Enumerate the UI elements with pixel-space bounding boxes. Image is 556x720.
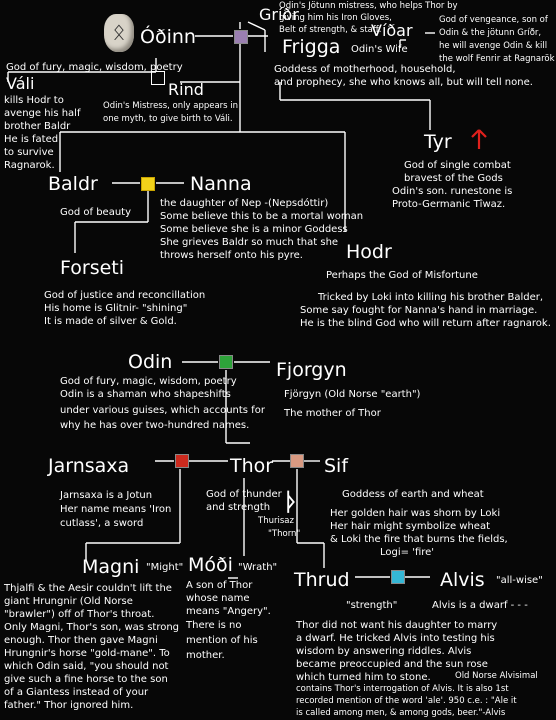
alvis-extra-2: contains Thor's interrogation of Alvis. It is also 1st: [296, 684, 509, 694]
forseti-desc-1: God of justice and reconcillation: [44, 290, 206, 301]
tyr-rune-arrow-icon: [470, 128, 488, 150]
jarnsaxa-desc-3: cutlass', a sword: [60, 518, 144, 529]
modi-desc-1: A son of Thor: [186, 580, 253, 591]
forseti-name: Forseti: [60, 257, 125, 279]
hodr-desc-4: He is the blind God who will return after ragnarok.: [300, 318, 551, 329]
nanna-desc-1: the daughter of Nep -(Nepsdóttir): [160, 198, 329, 209]
thrud-desc-2: a dwarf. He tricked Alvis into testing his: [296, 633, 495, 644]
odinn-desc: God of fury, magic, wisdom, poetry: [6, 62, 183, 73]
tyr-desc-2: bravest of the Gods: [404, 173, 503, 184]
magni-desc-4: Only Magni, Thor's son, was strong: [4, 622, 180, 633]
alvis-extra-3: recorded mention of the word 'ale'. 950 c.e. : "Ale it: [296, 696, 517, 706]
thor-desc-1: God of thunder: [206, 489, 282, 500]
vali-name: Váli: [6, 74, 35, 93]
hodr-desc-1: Perhaps the God of Misfortune: [326, 270, 478, 281]
frigga-title: Odin's Wife: [351, 44, 408, 55]
odin-name: Odin: [128, 351, 173, 373]
vali-desc-4: He is fated: [4, 134, 59, 145]
alvis-meaning: "all-wise": [496, 575, 543, 586]
thor-sif-union-box: [290, 454, 304, 468]
rind-name: Rind: [168, 80, 204, 99]
rune-stone-icon: ᛟ: [104, 14, 134, 52]
magni-desc-10: father." Thor ignored him.: [4, 700, 134, 711]
nanna-desc-3: Some believe she is a minor Goddess: [160, 224, 348, 235]
frigga-name: Frigga: [282, 36, 341, 58]
jarnsaxa-desc-1: Jarnsaxa is a Jotun: [60, 490, 153, 501]
forseti-desc-2: His home is Glitnir- "shining": [44, 303, 188, 314]
magni-desc-7: which Odin said, "you should not: [4, 661, 169, 672]
hodr-desc-3: Some say fought for Nanna's hand in marriage.: [300, 305, 538, 316]
vali-desc-1: kills Hodr to: [4, 95, 64, 106]
forseti-desc-3: It is made of silver & Gold.: [44, 316, 177, 327]
tyr-name: Tyr: [424, 131, 452, 153]
vidar-desc-4: the wolf Fenrir at Ragnarök: [439, 54, 555, 64]
rind-desc-2: one myth, to give birth to Váli.: [103, 114, 233, 124]
baldr-name: Baldr: [48, 173, 98, 195]
odin-desc-4: why he has over two-hundred names.: [60, 420, 250, 431]
thor-desc-2: and strength: [206, 502, 271, 513]
thrud-desc-1: Thor did not want his daughter to marry: [296, 620, 498, 631]
magni-desc-6: Hrungnir's horse "gold-mane". To: [4, 648, 170, 659]
vidar-desc-3: he will avenge Odin & kill: [439, 41, 548, 51]
sif-desc-2: Her golden hair was shorn by Loki: [330, 508, 501, 519]
magni-desc-3: "brawler") off of Thor's throat.: [4, 609, 155, 620]
thrud-alvis-union-box: [391, 570, 405, 584]
modi-desc-3: means "Angery".: [186, 606, 271, 617]
baldr-nanna-union-box: [141, 177, 155, 191]
odinn-name: Óðinn: [140, 26, 196, 48]
thor-name: Thor: [230, 455, 274, 477]
jarnsaxa-desc-2: Her name means 'Iron: [60, 504, 172, 515]
grior-name: Gríðr: [259, 5, 299, 24]
alvis-name: Alvis: [440, 569, 485, 591]
vidar-desc-1: God of vengeance, son of: [439, 15, 548, 25]
grior-desc-3: Belt of strength, & staff.: [279, 25, 382, 35]
odin-rind-union-box: [151, 71, 165, 85]
hodr-name: Hodr: [346, 241, 392, 263]
nanna-desc-4: She grieves Baldr so much that she: [160, 237, 339, 248]
sif-desc-3: Her hair might symbolize wheat: [330, 521, 490, 532]
thorisaz-rune-icon: ᚦ: [284, 488, 299, 516]
modi-name: Móði: [188, 554, 233, 576]
vali-desc-5: to survive: [4, 147, 54, 158]
fjorgyn-desc-2: The mother of Thor: [284, 408, 381, 419]
frigga-desc-1: Goddess of motherhood, household,: [274, 64, 456, 75]
modi-meaning: "Wrath": [238, 562, 278, 573]
sif-desc-5: Logi= 'fire': [380, 547, 435, 558]
jarnsaxa-thor-union-box: [175, 454, 189, 468]
magni-desc-9: of a Giantess instead of your: [4, 687, 149, 698]
fjorgyn-name: Fjorgyn: [276, 359, 347, 381]
tyr-desc-3: Odin's son. runestone is: [392, 186, 513, 197]
odinn-frigga-union-box: [234, 30, 248, 44]
vali-desc-2: avenge his half: [4, 108, 81, 119]
vali-desc-6: Ragnarok.: [4, 160, 55, 171]
grior-desc-1: Odin's Jötunn mistress, who helps Thor by: [279, 1, 458, 11]
modi-desc-2: whose name: [186, 593, 250, 604]
thrud-desc-5: which turned him to stone.: [296, 672, 431, 683]
alvis-extra-4: is called among men, & among gods, beer."-Alvis: [296, 708, 506, 718]
vidar-name: Víðar: [371, 21, 413, 40]
alvis-extra-1: Old Norse Alvisimal: [455, 671, 538, 681]
nanna-name: Nanna: [190, 173, 252, 195]
odin-desc-1: God of fury, magic, wisdom, poetry: [60, 376, 237, 387]
nanna-desc-5: throws herself onto his pyre.: [160, 250, 303, 261]
magni-desc-1: Thjalfi & the Aesir couldn't lift the: [4, 583, 172, 594]
modi-desc-4: There is no: [186, 620, 242, 631]
tyr-desc-4: Proto-Germanic Tîwaz.: [392, 199, 506, 210]
modi-desc-5: mention of his: [186, 635, 258, 646]
jarnsaxa-name: Jarnsaxa: [48, 455, 130, 477]
odin-fjorgyn-union-box: [219, 355, 233, 369]
nanna-desc-2: Some believe this to be a mortal woman: [160, 211, 364, 222]
hodr-desc-2: Tricked by Loki into killing his brother Balder,: [318, 292, 544, 303]
alvis-short: Alvis is a dwarf - - -: [432, 600, 528, 611]
odin-desc-3: under various guises, which accounts for: [60, 405, 265, 416]
grior-desc-2: giving him his Iron Gloves,: [279, 13, 392, 23]
sif-name: Sif: [324, 455, 349, 477]
magni-name: Magni: [82, 556, 140, 578]
vidar-desc-2: Odin & the jötunn Gríðr,: [439, 28, 542, 38]
sif-desc-1: Goddess of earth and wheat: [342, 489, 484, 500]
thrud-meaning: "strength": [346, 600, 398, 611]
magni-meaning: "Might": [146, 562, 184, 573]
thrud-desc-4: became preoccupied and the sun rose: [296, 659, 488, 670]
thor-rune-meaning: "Thorn": [268, 529, 301, 539]
magni-desc-5: enough. Thor then gave Magni: [4, 635, 158, 646]
thor-rune-name: Thurisaz: [258, 516, 294, 526]
vali-desc-3: brother Baldr: [4, 121, 71, 132]
rind-desc-1: Odin's Mistress, only appears in: [103, 101, 239, 111]
tyr-desc-1: God of single combat: [404, 160, 511, 171]
thrud-desc-3: wisdom by answering riddles. Alvis: [296, 646, 472, 657]
frigga-desc-2: and prophecy, she who knows all, but will tell none.: [274, 77, 533, 88]
sif-desc-4: & Loki the fire that burns the fields,: [330, 534, 508, 545]
odin-desc-2: Odin is a shaman who shapeshifts: [60, 389, 231, 400]
thrud-name: Thrud: [294, 569, 350, 591]
magni-desc-2: giant Hrungnir (Old Norse: [4, 596, 133, 607]
magni-desc-8: give such a fine horse to the son: [4, 674, 168, 685]
fjorgyn-desc-1: Fjörgyn (Old Norse "earth"): [284, 389, 421, 400]
modi-desc-6: mother.: [186, 650, 225, 661]
baldr-desc: God of beauty: [60, 207, 132, 218]
